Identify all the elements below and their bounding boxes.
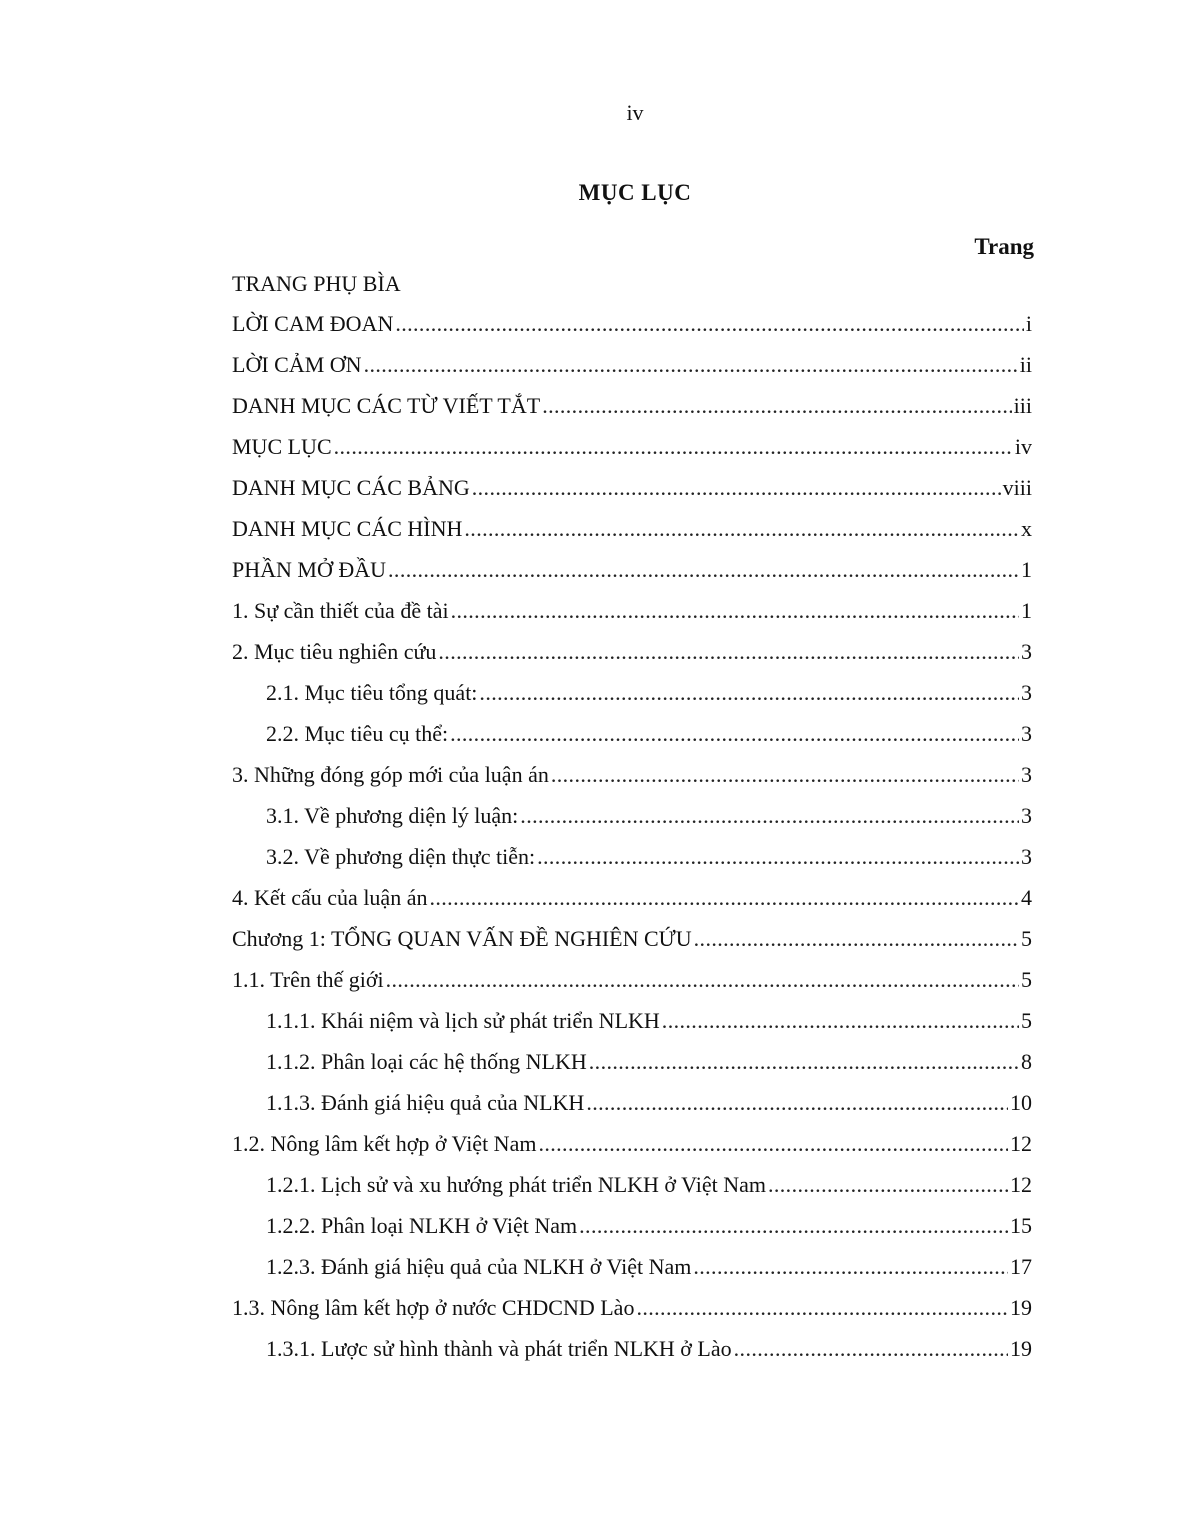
toc-entry-page: 5 (1021, 967, 1032, 992)
toc-dot-leader (768, 1164, 1008, 1205)
toc-entry-label: DANH MỤC CÁC HÌNH (232, 516, 463, 541)
toc-entry-page: 8 (1021, 1049, 1032, 1074)
toc-dot-leader (586, 1082, 1008, 1123)
toc-entry (232, 672, 1032, 713)
toc-entry-page: 15 (1010, 1213, 1032, 1238)
toc-entry-label: 1.3. Nông lâm kết hợp ở nước CHDCND Lào (232, 1295, 635, 1320)
toc-entry-page: 10 (1010, 1090, 1032, 1115)
toc-entry-label: 1.2.1. Lịch sử và xu hướng phát triển NLKH ở Việt Nam (266, 1172, 766, 1197)
toc-entry-label: Chương 1: TỔNG QUAN VẤN ĐỀ NGHIÊN CỨU (232, 926, 692, 951)
toc-entry (232, 426, 1032, 467)
toc-dot-leader (395, 303, 1024, 344)
toc-entry-label: 3.2. Về phương diện thực tiễn: (266, 844, 536, 869)
toc-entry (232, 1287, 1032, 1328)
toc-dot-leader (450, 713, 1019, 754)
toc-entry-page: 19 (1010, 1295, 1032, 1320)
toc-entry-label: DANH MỤC CÁC BẢNG (232, 475, 470, 500)
toc-dot-leader (520, 795, 1019, 836)
table-of-contents (232, 303, 1032, 1369)
toc-entry (232, 1246, 1032, 1287)
toc-entry (232, 631, 1032, 672)
toc-entry-label: 4. Kết cấu của luận án (232, 885, 428, 910)
toc-entry (232, 1041, 1032, 1082)
toc-entry-page: iii (1013, 393, 1032, 418)
toc-entry-label: 1.1.1. Khái niệm và lịch sử phát triển NLKH (266, 1008, 660, 1033)
toc-entry-page: viii (1002, 475, 1032, 500)
toc-entry-page: 3 (1021, 680, 1032, 705)
toc-dot-leader (551, 754, 1019, 795)
toc-entry-page: 3 (1021, 721, 1032, 746)
toc-entry (232, 1123, 1032, 1164)
toc-entry-page: 19 (1010, 1336, 1032, 1361)
toc-dot-leader (542, 385, 1011, 426)
toc-entry-page: iv (1014, 434, 1032, 459)
toc-entry (232, 1000, 1032, 1041)
toc-dot-leader (694, 918, 1019, 959)
toc-entry (232, 836, 1032, 877)
toc-entry-page: 1 (1021, 557, 1032, 582)
toc-entry-label: 3. Những đóng góp mới của luận án (232, 762, 549, 787)
toc-dot-leader (589, 1041, 1019, 1082)
toc-entry (232, 385, 1032, 426)
toc-entry-page: 1 (1021, 598, 1032, 623)
toc-entry (232, 549, 1032, 590)
toc-entry (232, 918, 1032, 959)
toc-entry (232, 1328, 1032, 1369)
toc-dot-leader (464, 508, 1019, 549)
toc-entry (232, 1082, 1032, 1123)
toc-dot-leader (334, 426, 1013, 467)
toc-entry-label: 1.1.2. Phân loại các hệ thống NLKH (266, 1049, 587, 1074)
toc-dot-leader (636, 1287, 1008, 1328)
toc-entry (232, 877, 1032, 918)
toc-entry-label: 3.1. Về phương diện lý luận: (266, 803, 519, 828)
toc-entry (232, 795, 1032, 836)
toc-entry-label: 1.2.3. Đánh giá hiệu quả của NLKH ở Việt Nam (266, 1254, 692, 1279)
toc-dot-leader (479, 672, 1019, 713)
toc-entry-label: 1.2.2. Phân loại NLKH ở Việt Nam (266, 1213, 578, 1238)
toc-entry-page: 12 (1010, 1131, 1032, 1156)
toc-entry-label: PHẦN MỞ ĐẦU (232, 557, 387, 582)
toc-entry-label: DANH MỤC CÁC TỪ VIẾT TẮT (232, 393, 541, 418)
toc-entry (232, 1205, 1032, 1246)
toc-entry-page: 5 (1021, 1008, 1032, 1033)
toc-entry-label: 1.3.1. Lược sử hình thành và phát triển NLKH ở Lào (266, 1336, 732, 1361)
toc-dot-leader (386, 959, 1019, 1000)
toc-dot-leader (438, 631, 1019, 672)
toc-entry-page: 3 (1021, 844, 1032, 869)
toc-dot-leader (734, 1328, 1008, 1369)
toc-entry (232, 303, 1032, 344)
toc-entry (232, 467, 1032, 508)
toc-dot-leader (429, 877, 1019, 918)
toc-entry-cover-page: TRANG PHỤ BÌA (232, 271, 401, 296)
toc-entry-label: MỤC LỤC (232, 434, 332, 459)
toc-entry-page: 17 (1010, 1254, 1032, 1279)
toc-entry-label: 1.1.3. Đánh giá hiệu quả của NLKH (266, 1090, 585, 1115)
toc-entry-page: 12 (1010, 1172, 1032, 1197)
toc-entry-label: 1.2. Nông lâm kết hợp ở Việt Nam (232, 1131, 537, 1156)
toc-entry-page: 4 (1021, 885, 1032, 910)
toc-dot-leader (693, 1246, 1008, 1287)
toc-entry (232, 508, 1032, 549)
toc-entry-page: 5 (1021, 926, 1032, 951)
toc-entry-label: LỜI CẢM ƠN (232, 352, 362, 377)
toc-entry-page: i (1025, 311, 1032, 336)
toc-entry (232, 713, 1032, 754)
toc-dot-leader (537, 836, 1019, 877)
toc-entry (232, 754, 1032, 795)
toc-entry (232, 959, 1032, 1000)
toc-dot-leader (662, 1000, 1019, 1041)
toc-entry (232, 344, 1032, 385)
toc-entry-page: x (1021, 516, 1032, 541)
page-number: iv (626, 100, 644, 125)
toc-dot-leader (364, 344, 1018, 385)
document-title: MỤC LỤC (578, 180, 692, 205)
toc-dot-leader (451, 590, 1019, 631)
toc-entry-label: 1. Sự cần thiết của đề tài (232, 598, 449, 623)
toc-entry-label: 2.2. Mục tiêu cụ thể: (266, 721, 449, 746)
toc-entry-page: 3 (1021, 803, 1032, 828)
toc-entry-label: 2. Mục tiêu nghiên cứu (232, 639, 437, 664)
toc-entry (232, 590, 1032, 631)
toc-entry (232, 1164, 1032, 1205)
toc-entry-label: LỜI CAM ĐOAN (232, 311, 394, 336)
toc-entry-label: 1.1. Trên thế giới (232, 967, 384, 992)
toc-dot-leader (388, 549, 1019, 590)
toc-entry-page: ii (1019, 352, 1032, 377)
toc-dot-leader (538, 1123, 1008, 1164)
page-column-header: Trang (974, 234, 1034, 259)
toc-dot-leader (579, 1205, 1008, 1246)
toc-dot-leader (472, 467, 1001, 508)
toc-entry-label: 2.1. Mục tiêu tổng quát: (266, 680, 478, 705)
toc-entry-page: 3 (1021, 762, 1032, 787)
toc-entry-page: 3 (1021, 639, 1032, 664)
